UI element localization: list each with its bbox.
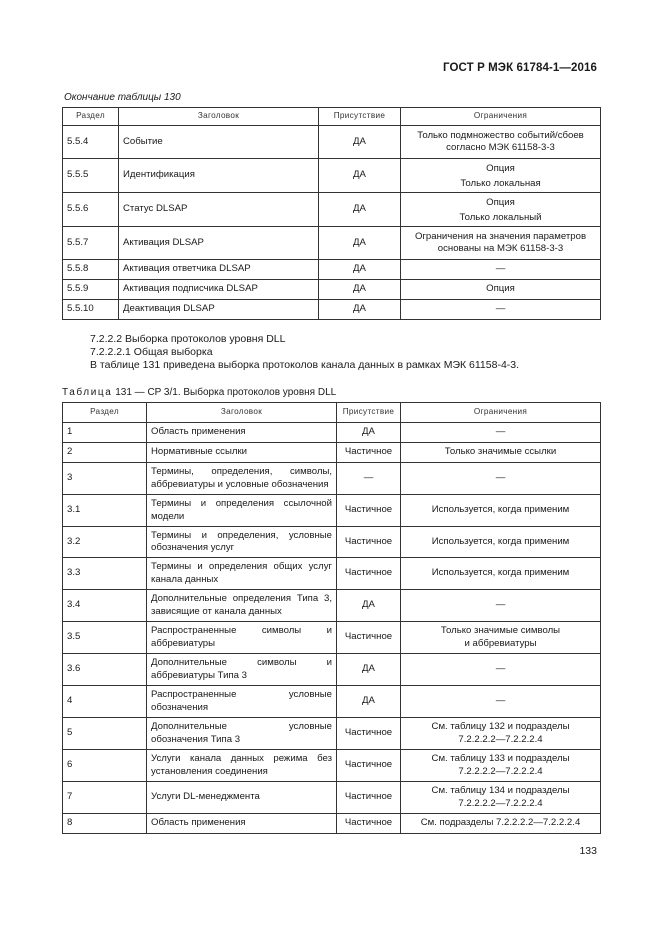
cell-section: 3.3: [63, 558, 147, 590]
limits-line: Ограничения на значения параметров: [414, 230, 587, 242]
cell-presence: Частичное: [337, 558, 401, 590]
body-paragraph: В таблице 131 приведена выборка протоколов канала данных в рамках МЭК 61158-4-3.: [90, 359, 520, 371]
table-131-caption: [62, 387, 336, 398]
cell-title: Дополнительные условные обозначения Типа 3: [147, 718, 337, 750]
column-header-limits: Ограничения: [401, 403, 601, 423]
cell-presence: Частичное: [337, 527, 401, 558]
table-row: [63, 495, 601, 527]
cell-presence: ДА: [337, 654, 401, 686]
limits-line: См. таблицу 132 и подразделы: [431, 721, 570, 732]
cell-section: 5.5.8: [63, 260, 119, 280]
cell-limits: —: [401, 686, 601, 718]
column-header-section: Раздел: [63, 108, 119, 126]
limits-line: Только подмножество событий/сбоев: [417, 129, 584, 141]
cell-limits: [401, 159, 601, 193]
column-header-section: Раздел: [63, 403, 147, 423]
cell-section: 5.5.9: [63, 280, 119, 300]
table-row: [63, 814, 601, 834]
table-caption-label: Таблица: [62, 387, 113, 398]
column-header-title: Заголовок: [147, 403, 337, 423]
table-row: [63, 463, 601, 495]
cell-presence: ДА: [319, 159, 401, 193]
table-130-caption: Окончание таблицы 130: [64, 92, 181, 103]
cell-limits: Используется, когда применим: [401, 527, 601, 558]
table-row: [63, 126, 601, 159]
column-header-title: Заголовок: [119, 108, 319, 126]
cell-presence: —: [337, 463, 401, 495]
table-caption-text: 131 — CP 3/1. Выборка протоколов уровня DLL: [115, 387, 337, 398]
limits-line: и аббревиатуры: [464, 637, 537, 649]
table-row: [63, 193, 601, 227]
cell-title: Нормативные ссылки: [147, 443, 337, 463]
cell-section: 7: [63, 782, 147, 814]
cell-presence: Частичное: [337, 814, 401, 834]
cell-section: 5.5.7: [63, 227, 119, 260]
cell-title: Услуги DL-менеджмента: [147, 782, 337, 814]
cell-presence: ДА: [319, 260, 401, 280]
cell-limits: [401, 622, 601, 654]
cell-section: 5.5.4: [63, 126, 119, 159]
table-row: [63, 622, 601, 654]
cell-limits: [401, 718, 601, 750]
cell-section: 5.5.6: [63, 193, 119, 227]
cell-section: 1: [63, 423, 147, 443]
limits-line: Опция: [486, 162, 515, 174]
limits-line: согласно МЭК 61158-3-3: [446, 142, 555, 153]
cell-section: 3.1: [63, 495, 147, 527]
standard-header: ГОСТ Р МЭК 61784-1—2016: [443, 62, 597, 74]
cell-limits: [401, 782, 601, 814]
section-heading-7-2-2-2: 7.2.2.2 Выборка протоколов уровня DLL: [90, 333, 286, 345]
cell-limits: —: [401, 260, 601, 280]
cell-limits: Опция: [401, 280, 601, 300]
limits-line: См. таблицу 133 и подразделы: [431, 753, 570, 764]
cell-title: Активация ответчика DLSAP: [119, 260, 319, 280]
cell-limits: См. подразделы 7.2.2.2.2—7.2.2.2.4: [401, 814, 601, 834]
cell-limits: [401, 193, 601, 227]
table-row: [63, 654, 601, 686]
cell-limits: —: [401, 654, 601, 686]
table-row: [63, 280, 601, 300]
table-row: [63, 782, 601, 814]
cell-section: 5.5.5: [63, 159, 119, 193]
table-row: [63, 750, 601, 782]
limits-line: Только локальная: [460, 177, 541, 189]
cell-section: 6: [63, 750, 147, 782]
cell-title: Событие: [119, 126, 319, 159]
table-row: [63, 558, 601, 590]
cell-title: Активация подписчика DLSAP: [119, 280, 319, 300]
cell-title: Статус DLSAP: [119, 193, 319, 227]
limits-line: основаны на МЭК 61158-3-3: [437, 243, 564, 254]
table-row: [63, 443, 601, 463]
limits-line: Только локальный: [459, 211, 542, 223]
cell-title: Деактивация DLSAP: [119, 300, 319, 320]
cell-presence: ДА: [319, 193, 401, 227]
cell-title: Область применения: [147, 423, 337, 443]
cell-title: Термины, определения, символы, аббревиатуры и условные обозначения: [147, 463, 337, 495]
cell-title: Дополнительные определения Типа 3, зависящие от канала данных: [147, 590, 337, 622]
table-row: [63, 423, 601, 443]
cell-presence: Частичное: [337, 718, 401, 750]
limits-line: 7.2.2.2.2—7.2.2.2.4: [458, 733, 543, 745]
cell-presence: ДА: [337, 423, 401, 443]
table-row: [63, 260, 601, 280]
cell-limits: —: [401, 423, 601, 443]
cell-title: Дополнительные символы и аббревиатуры Типа 3: [147, 654, 337, 686]
cell-limits: Используется, когда применим: [401, 495, 601, 527]
table-header-row: [63, 403, 601, 423]
cell-presence: ДА: [319, 126, 401, 159]
cell-title: Активация DLSAP: [119, 227, 319, 260]
cell-presence: ДА: [337, 590, 401, 622]
cell-section: 8: [63, 814, 147, 834]
table-131: [62, 402, 601, 834]
table-row: [63, 686, 601, 718]
cell-title: Термины и определения, условные обозначения услуг: [147, 527, 337, 558]
cell-limits: [401, 227, 601, 260]
cell-section: 5.5.10: [63, 300, 119, 320]
cell-limits: [401, 126, 601, 159]
cell-presence: ДА: [319, 300, 401, 320]
cell-section: 3.4: [63, 590, 147, 622]
table-row: [63, 300, 601, 320]
cell-section: 3.2: [63, 527, 147, 558]
table-header-row: [63, 108, 601, 126]
limits-line: Только значимые символы: [440, 625, 561, 636]
cell-section: 4: [63, 686, 147, 718]
table-row: [63, 527, 601, 558]
table-row: [63, 159, 601, 193]
cell-presence: ДА: [319, 280, 401, 300]
cell-limits: —: [401, 463, 601, 495]
cell-limits: [401, 750, 601, 782]
section-heading-7-2-2-2-1: 7.2.2.2.1 Общая выборка: [90, 346, 213, 358]
limits-line: 7.2.2.2.2—7.2.2.2.4: [458, 765, 543, 777]
table-row: [63, 227, 601, 260]
table-row: [63, 590, 601, 622]
cell-presence: Частичное: [337, 622, 401, 654]
cell-title: Услуги канала данных режима без установления соединения: [147, 750, 337, 782]
cell-presence: Частичное: [337, 443, 401, 463]
cell-title: Термины и определения ссылочной модели: [147, 495, 337, 527]
cell-limits: Только значимые ссылки: [401, 443, 601, 463]
limits-line: См. таблицу 134 и подразделы: [431, 785, 570, 796]
page-number: 133: [579, 845, 597, 857]
column-header-limits: Ограничения: [401, 108, 601, 126]
cell-presence: Частичное: [337, 495, 401, 527]
cell-section: 3.5: [63, 622, 147, 654]
cell-limits: —: [401, 300, 601, 320]
cell-title: Область применения: [147, 814, 337, 834]
cell-title: Распространенные условные обозначения: [147, 686, 337, 718]
cell-limits: —: [401, 590, 601, 622]
table-130: [62, 107, 601, 320]
cell-presence: ДА: [337, 686, 401, 718]
limits-line: Опция: [486, 196, 515, 208]
cell-section: 2: [63, 443, 147, 463]
column-header-presence: Присутствие: [337, 403, 401, 423]
cell-limits: Используется, когда применим: [401, 558, 601, 590]
cell-section: 3: [63, 463, 147, 495]
cell-title: Идентификация: [119, 159, 319, 193]
cell-presence: Частичное: [337, 750, 401, 782]
table-row: [63, 718, 601, 750]
cell-presence: Частичное: [337, 782, 401, 814]
cell-presence: ДА: [319, 227, 401, 260]
cell-section: 5: [63, 718, 147, 750]
column-header-presence: Присутствие: [319, 108, 401, 126]
cell-title: Распространенные символы и аббревиатуры: [147, 622, 337, 654]
limits-line: 7.2.2.2.2—7.2.2.2.4: [458, 797, 543, 809]
cell-section: 3.6: [63, 654, 147, 686]
cell-title: Термины и определения общих услуг канала данных: [147, 558, 337, 590]
